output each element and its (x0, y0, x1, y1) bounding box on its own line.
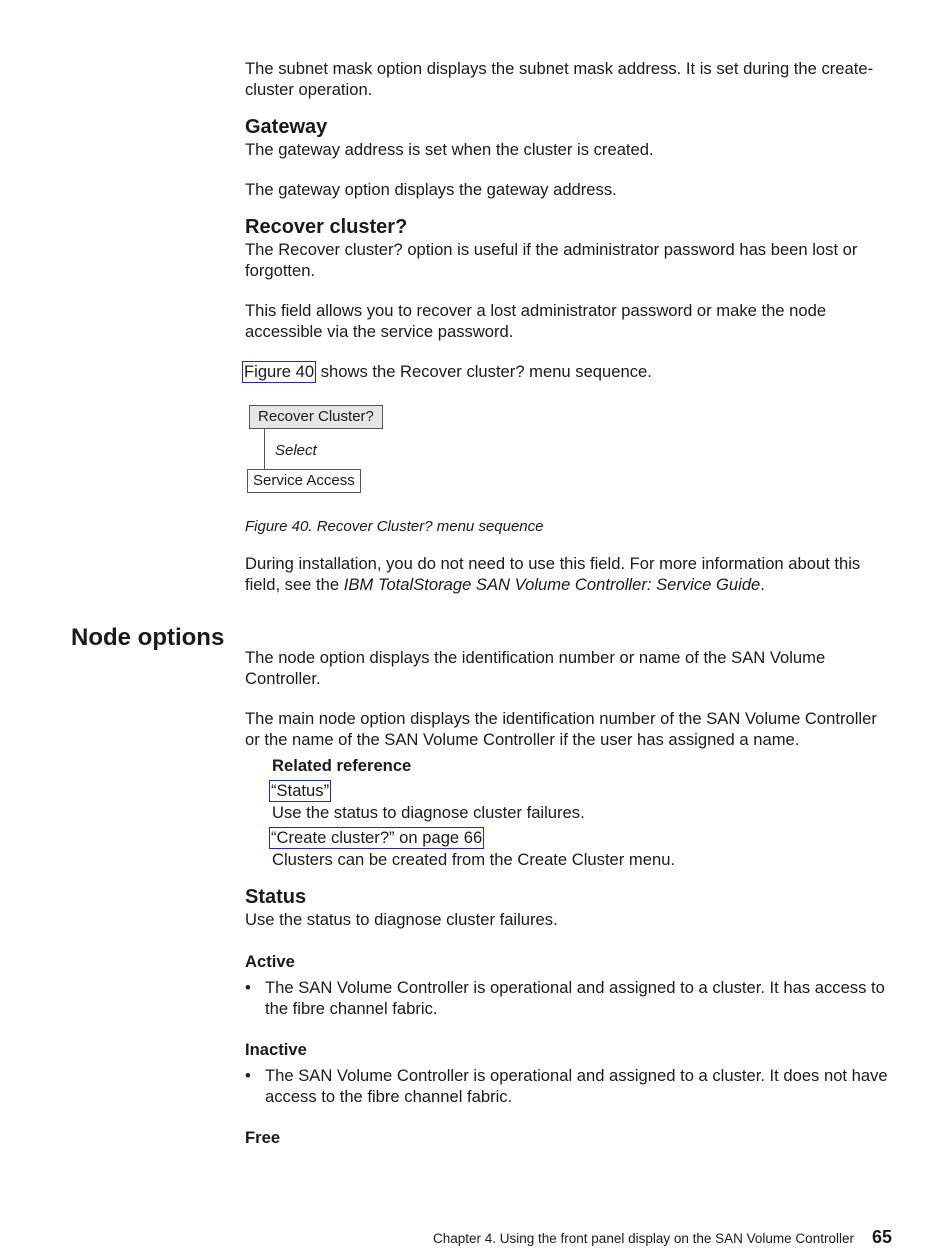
status-heading: Status (245, 886, 307, 908)
node-options-paragraph-2: The main node option displays the identification number of the SAN Volume Controller or the name of the SAN Volume Controller if the user has assigned a name. (245, 709, 877, 749)
service-guide-title: IBM TotalStorage SAN Volume Controller: Service Guide (343, 575, 761, 594)
create-cluster-link[interactable]: “Create cluster?” on page 66 (271, 828, 483, 847)
subnet-paragraph: The subnet mask option displays the subnet mask address. It is set during the create-cluster operation. (245, 59, 874, 99)
installation-paragraph (245, 553, 895, 595)
status-link-description: Use the status to diagnose cluster failures. (272, 803, 585, 822)
related-reference (272, 755, 895, 870)
installation-period: . (760, 575, 765, 594)
recover-paragraph-2: This field allows you to recover a lost administrator password or make the node accessible via the service password. (245, 301, 827, 341)
figure-reference-paragraph (245, 361, 895, 383)
related-reference-heading: Related reference (272, 756, 412, 775)
figure-40-link[interactable]: Figure 40 (244, 362, 315, 381)
menu-select-label: Select (275, 442, 317, 459)
status-link[interactable]: “Status” (271, 781, 330, 800)
create-cluster-link-description: Clusters can be created from the Create Cluster menu. (272, 850, 676, 869)
footer-chapter-title: Chapter 4. Using the front panel display on the SAN Volume Controller (432, 1231, 854, 1246)
recover-paragraph-1: The Recover cluster? option is useful if the administrator password has been lost or forgotten. (245, 240, 858, 280)
installation-text: During installation, you do not need to use this field. For more information about this field, see the (245, 554, 861, 594)
menu-connector-line (264, 428, 265, 470)
status-paragraph: Use the status to diagnose cluster failures. (245, 910, 558, 929)
active-heading: Active (245, 952, 295, 971)
menu-box-recover-cluster: Recover Cluster? (249, 405, 383, 429)
figure-caption: Figure 40. Recover Cluster? menu sequence (245, 518, 544, 535)
node-options-heading: Node options (71, 624, 225, 651)
gateway-heading: Gateway (245, 116, 328, 138)
free-heading: Free (245, 1128, 281, 1147)
inactive-bullet: • The SAN Volume Controller is operational and assigned to a cluster. It does not have access to the fibre channel fabric. (245, 1065, 895, 1107)
node-options-paragraph-1: The node option displays the identification number or name of the SAN Volume Controller. (245, 648, 826, 688)
page-number: 65 (871, 1227, 892, 1247)
inactive-heading: Inactive (245, 1040, 307, 1059)
active-bullet: • The SAN Volume Controller is operational and assigned to a cluster. It has access to the fibre channel fabric. (245, 977, 895, 1019)
gateway-paragraph-2: The gateway option displays the gateway address. (245, 180, 617, 199)
recover-cluster-figure (245, 405, 895, 517)
page-footer (433, 1227, 892, 1248)
menu-box-service-access: Service Access (247, 469, 361, 493)
main-content (245, 58, 895, 1148)
recover-heading: Recover cluster? (245, 216, 408, 238)
figure-reference-text: shows the Recover cluster? menu sequence. (316, 362, 652, 381)
gateway-paragraph-1: The gateway address is set when the cluster is created. (245, 140, 654, 159)
